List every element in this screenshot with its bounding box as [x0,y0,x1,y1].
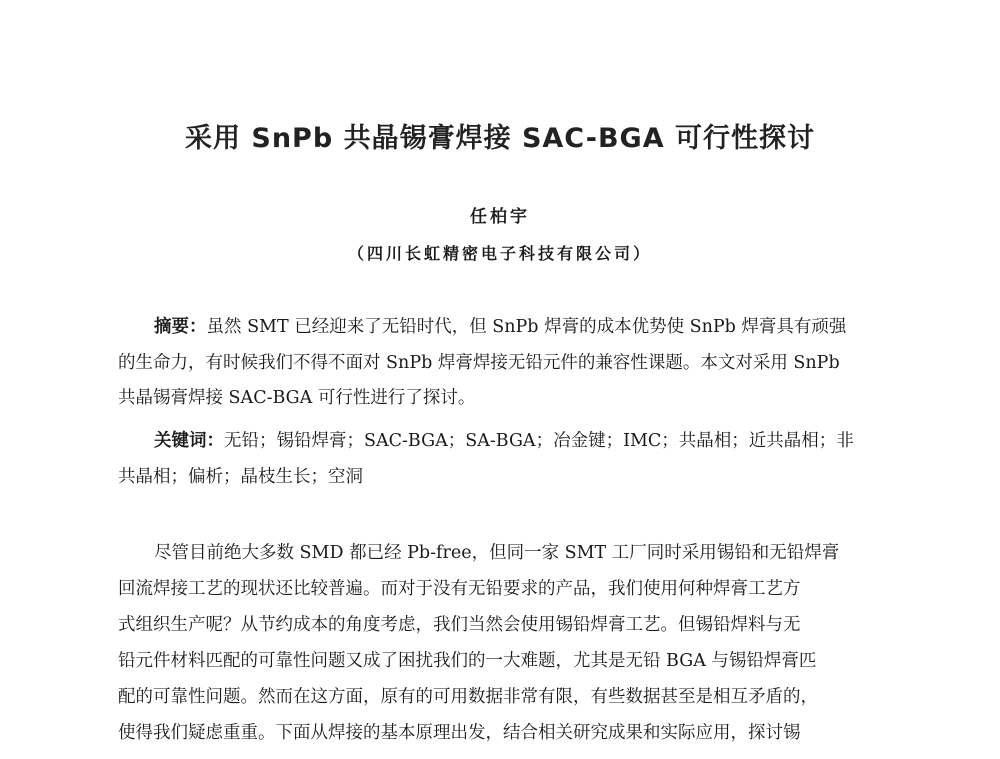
body-line: 尽管目前绝大多数 SMD 都已经 Pb-free，但同一家 SMT 工厂同时采用锡铅和无铅焊膏 [154,543,840,563]
author-name: 任柏宇 [470,207,530,227]
paper-title: 采用 SnPb 共晶锡膏焊接 SAC-BGA 可行性探讨 [184,123,815,154]
abstract-text: 虽然 SMT 已经迎来了无铅时代，但 SnPb 焊膏的成本优势使 SnPb 焊膏具有顽强 [206,317,847,337]
abstract-line [118,310,888,346]
body-line: 使得我们疑虑重重。下面从焊接的基本原理出发，结合相关研究成果和实际应用，探讨锡 [118,723,801,743]
body-line: 铅元件材料匹配的可靠性问题又成了困扰我们的一大难题，尤其是无铅 BGA 与锡铅焊膏匹 [118,651,817,671]
body-line: 回流焊接工艺的现状还比较普遍。而对于没有无铅要求的产品，我们使用何种焊膏工艺方 [118,579,801,599]
body-paragraph [118,535,888,751]
body-line: 式组织生产呢？从节约成本的角度考虑，我们当然会使用锡铅焊膏工艺。但锡铅焊料与无 [118,615,801,635]
keywords-line: 共晶相；偏析；晶枝生长；空洞 [118,466,363,487]
author-affiliation: （四川长虹精密电子科技有限公司） [347,244,652,263]
keywords-text: 无铅；锡铅焊膏；SAC-BGA；SA-BGA；冶金键；IMC；共晶相；近共晶相；非 [224,431,854,451]
keywords-label: 关键词： [154,431,224,451]
abstract-label: 摘要： [154,317,207,337]
abstract-section [118,310,888,417]
body-line: 配的可靠性问题。然而在这方面，原有的可用数据非常有限，有些数据甚至是相互矛盾的， [118,687,818,707]
abstract-line: 的生命力，有时候我们不得不面对 SnPb 焊膏焊接无铅元件的兼容性课题。本文对采用 SnPb [118,352,840,373]
abstract-line: 共晶锡膏焊接 SAC-BGA 可行性进行了探讨。 [118,388,476,408]
keywords-section [118,424,888,495]
keywords-line [118,424,888,460]
